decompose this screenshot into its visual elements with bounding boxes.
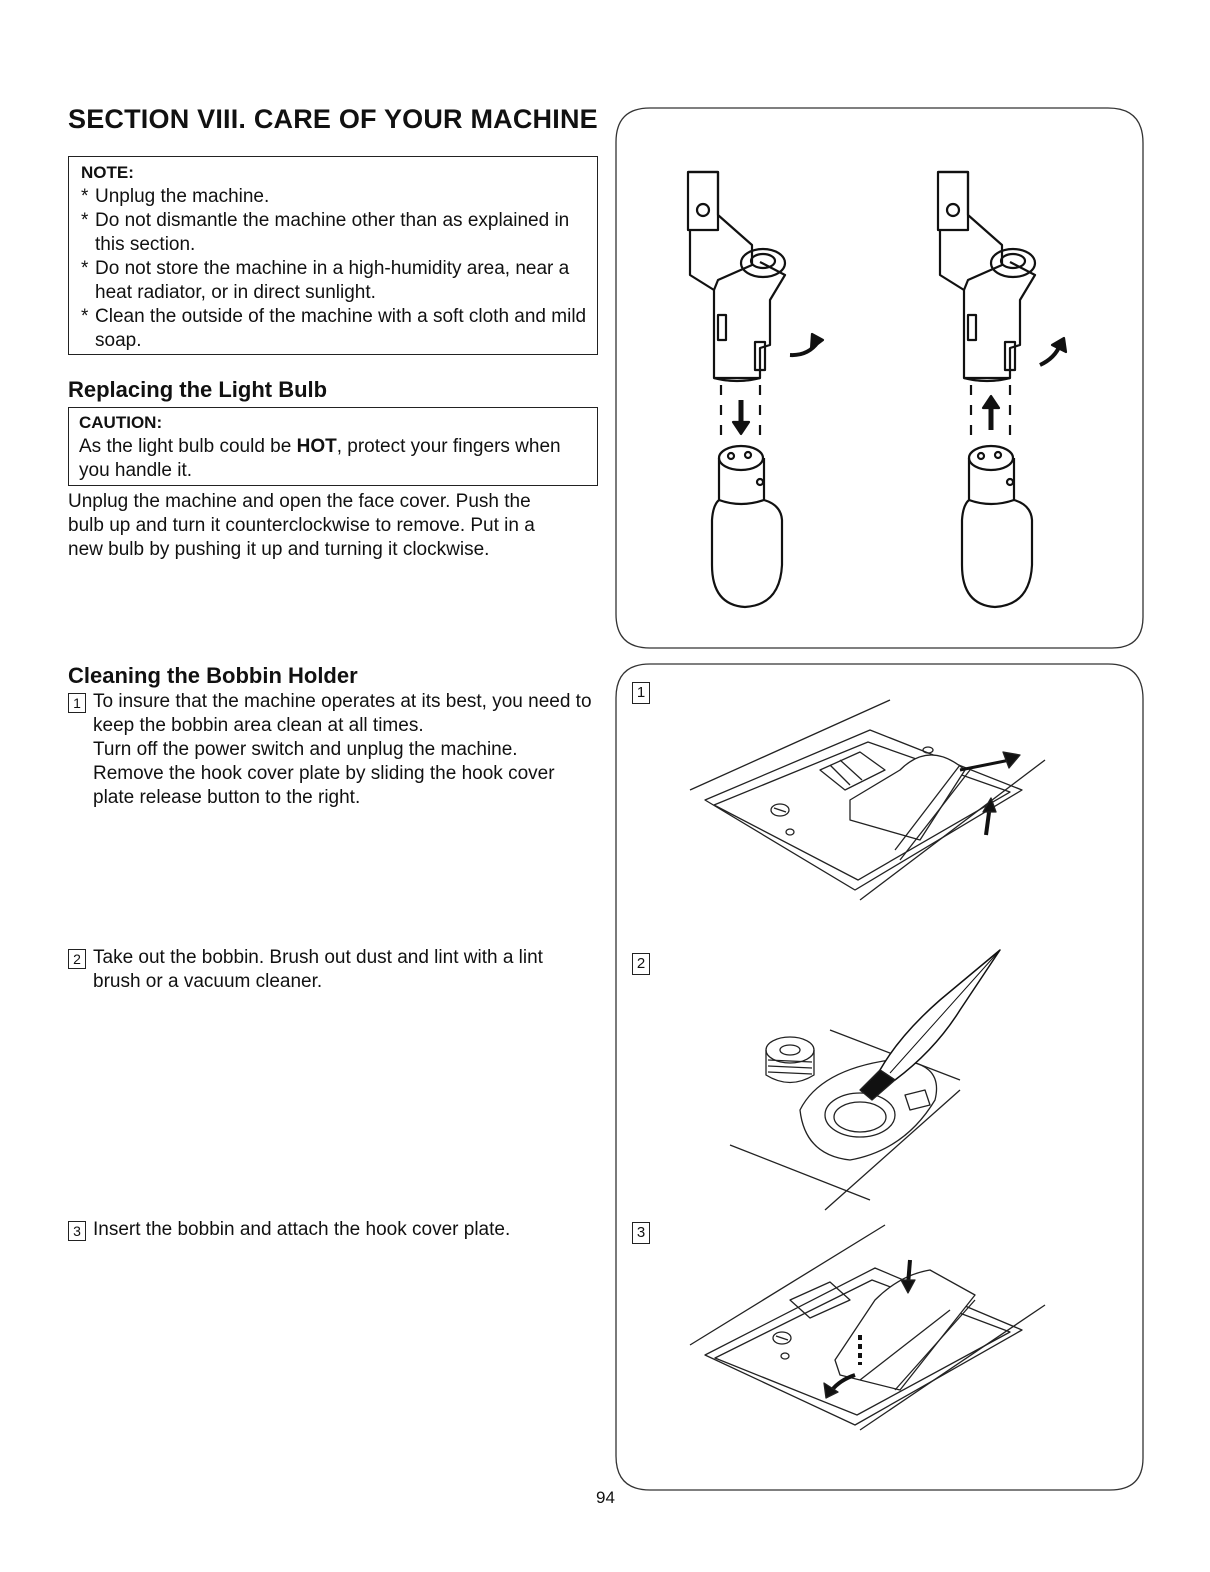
panel-label-3: 3 (632, 1222, 650, 1244)
bobbin-heading: Cleaning the Bobbin Holder (68, 663, 358, 688)
step-number: 1 (68, 693, 86, 713)
caution-label: CAUTION: (79, 413, 163, 432)
note-item: * Do not store the machine in a high-humidity area, near a heat radiator, or in direct sunlight. (81, 258, 570, 303)
page-number: 94 (596, 1488, 615, 1507)
note-item: * Do not dismantle the machine other than as explained in this section. (81, 210, 570, 255)
light-bulb-instructions: Unplug the machine and open the face cover. Push the bulb up and turn it counterclockwise to remove. Put in a new bulb by pushing it up and turning it clockwise. (68, 491, 535, 560)
step-number: 3 (68, 1221, 86, 1241)
panel-label-2: 2 (632, 953, 650, 975)
bobbin-icon (766, 1037, 814, 1083)
caution-text: As the light bulb could be HOT, protect your fingers when you handle it. (79, 436, 561, 481)
section-title: SECTION VIII. CARE OF YOUR MACHINE (68, 104, 598, 134)
step-number: 2 (68, 949, 86, 969)
step-1: 1 To insure that the machine operates at its best, you need to keep the bobbin area clean at all times. Turn off the power switch and unplug the machine. Remove the hook cover plate by sliding the hook cover plate release button to the right. (68, 690, 608, 810)
note-item: * Unplug the machine. (81, 186, 270, 207)
note-label: NOTE: (81, 163, 134, 182)
arrow-icon (1003, 752, 1020, 768)
note-item: * Clean the outside of the machine with a soft cloth and mild soap. (81, 306, 587, 351)
lint-brush-icon (860, 950, 1000, 1100)
step-3: 3 Insert the bobbin and attach the hook cover plate. (68, 1218, 608, 1242)
step-2: 2 Take out the bobbin. Brush out dust and lint with a lint brush or a vacuum cleaner. (68, 946, 608, 994)
panel-label-1: 1 (632, 682, 650, 704)
needle-plate-icon (690, 1225, 1045, 1430)
bobbin-case-icon (730, 1030, 960, 1210)
light-bulb-heading: Replacing the Light Bulb (68, 377, 328, 402)
